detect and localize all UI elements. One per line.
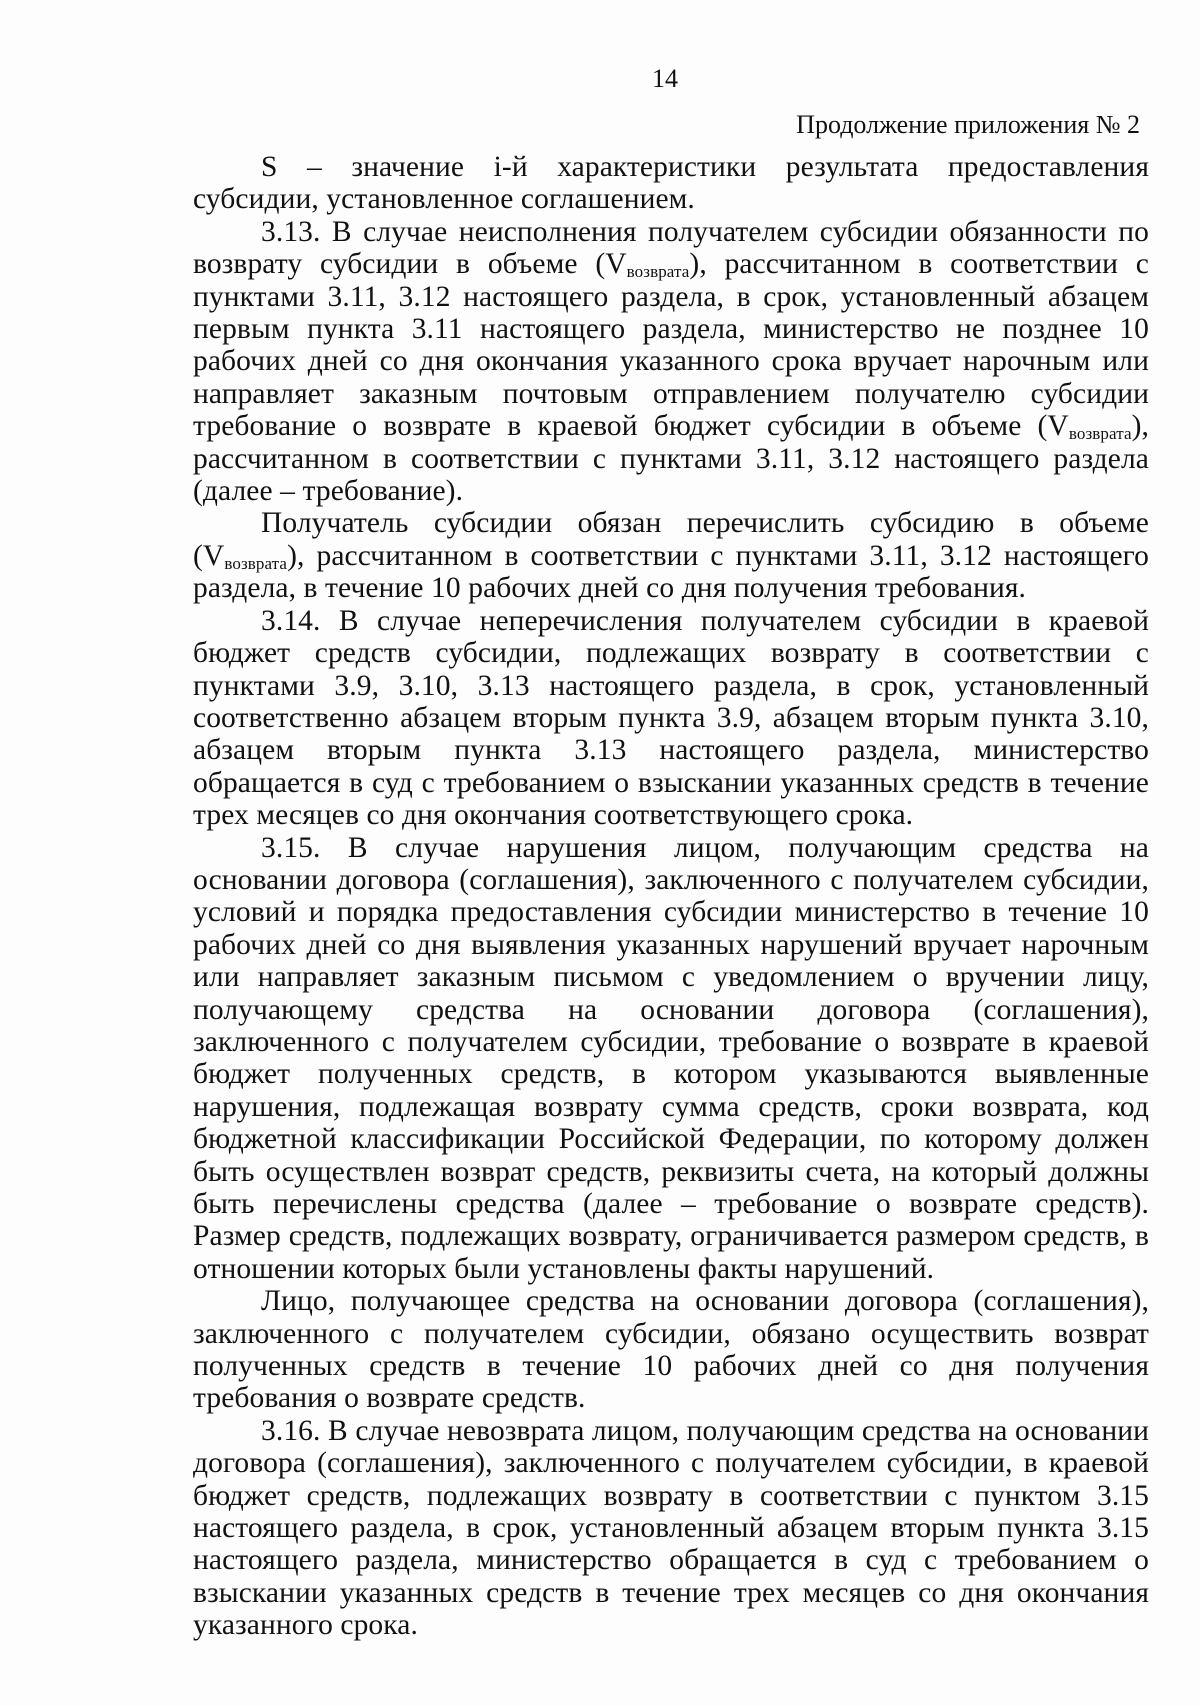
paragraph-3-13-part-1: 3.13. В случае неисполнения получателем субсидии обязанности по возврату субсидии в объеме (V — [193, 215, 1149, 281]
paragraph-recipient-obligation-part-1: Получатель субсидии обязан перечислить субсидию в объеме (V — [193, 507, 1149, 572]
paragraph-3-13 — [193, 216, 1149, 508]
appendix-continuation-note: Продолжение приложения № 2 — [796, 110, 1140, 139]
paragraph-3-13-part-2: ), рассчитанном в соответствии с пунктами 3.11, 3.12 настоящего раздела, в срок, установленный абзацем первым пункта 3.11 настоящего раздела, министерство не позднее 10 рабочих дней со дня окончания указанного срока вручает нарочным или направляет заказным почтовым отправлением получателю субсидии требование о возврате в краевой бюджет субсидии в объеме (V — [193, 248, 1149, 443]
document-body — [193, 151, 1149, 1642]
subscript-return: возврата — [1068, 424, 1132, 444]
paragraph-person-obligation: Лицо, получающее средства на основании договора (соглашения), заключенного с получателем субсидии, обязано осуществить возврат полученных средств в течение 10 рабочих дней со дня получения требования о возврате средств. — [193, 1285, 1149, 1415]
paragraph-3-15: 3.15. В случае нарушения лицом, получающим средства на основании договора (соглашения), заключенного с получателем субсидии, условий и порядка предоставления субсидии министерство в течение 10 рабочих дней со дня выявления указанных нарушений вручает нарочным или направляет заказным письмом с уведомлением о вручении лицу, получающему средства на основании договора (соглашения), заключенного с получателем субсидии, требование о возврате в краевой бюджет полученных средств, в котором указываются выявленные нарушения, подлежащая возврату сумма средств, сроки возврата, код бюджетной классификации Российской Федерации, по которому должен быть осуществлен возврат средств, реквизиты счета, на который должны быть перечислены средства (далее – требование о возврате средств). Размер средств, подлежащих возврату, ограничивается размером средств, в отношении которых были установлены факты нарушений. — [193, 831, 1149, 1285]
paragraph-3-14: 3.14. В случае неперечисления получателем субсидии в краевой бюджет средств субсидии, подлежащих возврату в соответствии с пунктами 3.9, 3.10, 3.13 настоящего раздела, в срок, установленный соответственно абзацем вторым пункта 3.9, абзацем вторым пункта 3.10, абзацем вторым пункта 3.13 настоящего раздела, министерство обращается в суд с требованием о взыскании указанных средств в течение трех месяцев со дня окончания соответствующего срока. — [193, 604, 1149, 832]
paragraph-3-13-part-3: ), рассчитанном в соответствии с пунктами 3.11, 3.12 настоящего раздела (далее – требование). — [193, 410, 1149, 508]
subscript-return: возврата — [626, 262, 690, 282]
page-number: 14 — [652, 64, 678, 93]
paragraph-recipient-obligation — [193, 507, 1149, 604]
paragraph-recipient-obligation-part-2: ), рассчитанном в соответствии с пунктами 3.11, 3.12 настоящего раздела, в течение 10 рабочих дней со дня получения требования. — [193, 539, 1149, 605]
paragraph-characteristic-definition: S – значение i-й характеристики результата предоставления субсидии, установленное соглашением. — [193, 151, 1149, 216]
paragraph-3-16: 3.16. В случае невозврата лицом, получающим средства на основании договора (соглашения), заключенного с получателем субсидии, в краевой бюджет средств, подлежащих возврату в соответствии с пунктом 3.15 настоящего раздела, в срок, установленный абзацем вторым пункта 3.15 настоящего раздела, министерство обращается в суд с требованием о взыскании указанных средств в течение трех месяцев со дня окончания указанного срока. — [193, 1414, 1149, 1642]
subscript-return: возврата — [224, 553, 288, 573]
